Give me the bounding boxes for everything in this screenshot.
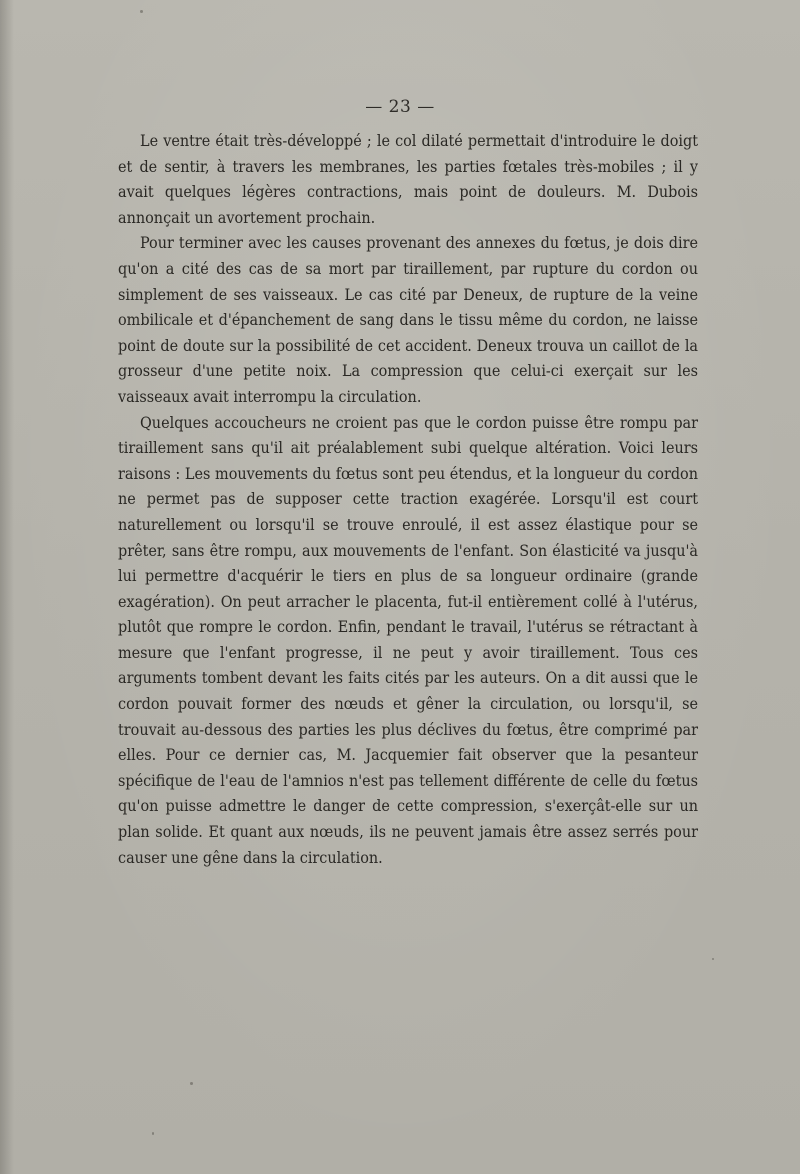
paragraph-1: Le ventre était très-développé ; le col dilaté permettait d'introduire le doigt et de sentir, à travers les membranes, les parties fœtales très-mobiles ; il y avait quelques légères contractions, mais point de douleurs. M. Dubois annonçait un avortement prochain. bbox=[118, 131, 698, 227]
page-number: — 23 — bbox=[365, 97, 435, 117]
paper-speck bbox=[712, 958, 714, 960]
page-gutter-shadow bbox=[0, 0, 14, 1174]
paper-speck bbox=[190, 1082, 193, 1085]
paper-speck bbox=[152, 1132, 154, 1135]
paragraph-3: Quelques accoucheurs ne croient pas que le cordon puisse être rompu par tiraillement sans qu'il ait préalablement subi quelque altération. Voici leurs raisons : Les mouvements du fœtus sont peu étendus, et la longueur du cordon ne permet pas de supposer cette traction exagérée. Lorsqu'il est court naturellement ou lorsqu'il se trouve enroulé, il est assez élastique pour se prêter, sans être rompu, aux mouvements de l'enfant. Son élasticité va jusqu'à lui permettre d'acquérir le tiers en plus de sa longueur ordinaire (grande exagération). On peut arracher le placenta, fut-il entièrement collé à l'utérus, plutôt que rompre le cordon. Enfin, pendant le travail, l'utérus se rétractant à mesure que l'enfant progresse, il ne peut y avoir tiraillement. Tous ces arguments tombent devant les faits cités par les auteurs. On a dit aussi que le cordon pouvait former des nœuds et gêner la circulation, ou lorsqu'il, se trouvait au-dessous des parties les plus déclives du fœtus, être comprimé par elles. Pour ce dernier cas, M. Jacquemier fait observer que la pesanteur spécifique de l'eau de l'amnios n'est pas tellement différente de celle du fœtus qu'on puisse admettre le danger de cette compression, s'exerçât-elle sur un plan solide. Et quant aux nœuds, ils ne peuvent jamais être assez serrés pour causer une gêne dans la circulation. bbox=[118, 412, 698, 867]
paper-speck bbox=[140, 10, 143, 13]
paragraph-2: Pour terminer avec les causes provenant des annexes du fœtus, je dois dire qu'on a cité des cas de sa mort par tiraillement, par rupture du cordon ou simplement de ses vaisseaux. Le cas cité par Deneux, de rupture de la veine ombilicale et d'épanchement de sang dans le tissu même du cordon, ne laisse point de doute sur la possibilité de cet accident. Deneux trouva un caillot de la grosseur d'une petite noix. La compression que celui-ci exerçait sur les vaisseaux avait interrompu la circulation. bbox=[118, 233, 698, 406]
body-text bbox=[118, 128, 698, 870]
